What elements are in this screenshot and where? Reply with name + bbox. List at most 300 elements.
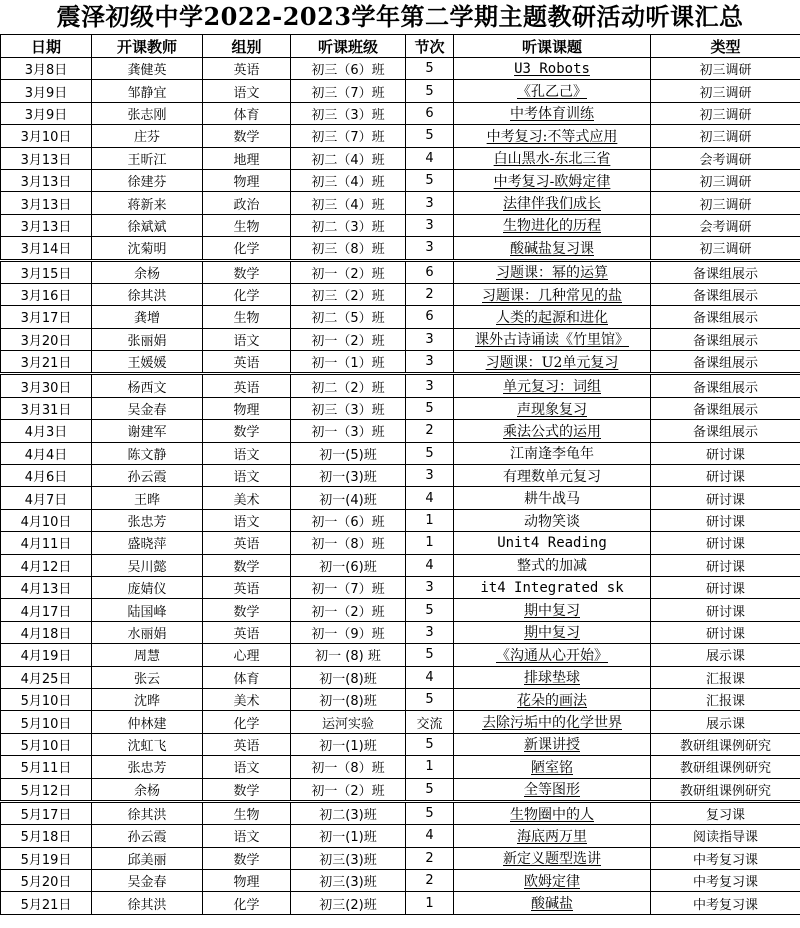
type-cell: 会考调研: [651, 147, 800, 169]
class-cell: 初三(3)班: [291, 847, 406, 869]
group-cell: 数学: [203, 420, 291, 442]
topic-cell: [454, 192, 651, 214]
table-row: [1, 169, 800, 191]
topic-link: 期中复习: [524, 625, 580, 642]
period-cell: 5: [406, 688, 454, 710]
topic-link: 酸碱盐复习课: [510, 240, 594, 257]
group-cell: 化学: [203, 711, 291, 733]
topic-link: U3 Robots: [514, 60, 590, 77]
table-row: [1, 621, 800, 643]
teacher-cell: 吴川懿: [92, 554, 203, 576]
type-cell: 汇报课: [651, 666, 800, 688]
table-row: [1, 102, 800, 124]
type-cell: 研讨课: [651, 442, 800, 464]
topic-link: 声现象复习: [517, 401, 587, 418]
group-cell: 数学: [203, 778, 291, 801]
date-cell: 4月18日: [1, 621, 92, 643]
date-cell: 3月20日: [1, 328, 92, 350]
topic-cell: [454, 509, 651, 531]
class-cell: 初一(8)班: [291, 666, 406, 688]
type-cell: 展示课: [651, 711, 800, 733]
teacher-cell: 邱美丽: [92, 847, 203, 869]
type-cell: 研讨课: [651, 465, 800, 487]
type-cell: 初三调研: [651, 102, 800, 124]
lesson-summary-table: [0, 34, 800, 915]
topic-link: 全等图形: [524, 782, 580, 799]
group-cell: 英语: [203, 532, 291, 554]
type-cell: 汇报课: [651, 688, 800, 710]
table-row: [1, 125, 800, 147]
class-cell: 初一(3)班: [291, 465, 406, 487]
type-cell: 备课组展示: [651, 283, 800, 305]
teacher-cell: 周慧: [92, 644, 203, 666]
group-cell: 生物: [203, 801, 291, 824]
teacher-cell: 徐斌斌: [92, 214, 203, 236]
table-row: [1, 711, 800, 733]
teacher-cell: 谢建军: [92, 420, 203, 442]
type-cell: 教研组课例研究: [651, 778, 800, 801]
teacher-cell: 沈菊明: [92, 237, 203, 260]
table-row: [1, 756, 800, 778]
table-row: [1, 847, 800, 869]
date-cell: 3月9日: [1, 80, 92, 102]
topic-cell: [454, 870, 651, 892]
date-cell: 5月12日: [1, 778, 92, 801]
type-cell: 备课组展示: [651, 328, 800, 350]
date-cell: 5月10日: [1, 711, 92, 733]
date-cell: 3月9日: [1, 102, 92, 124]
teacher-cell: 龚增: [92, 306, 203, 328]
table-row: [1, 306, 800, 328]
class-cell: 初一（7）班: [291, 576, 406, 598]
table-row: [1, 351, 800, 374]
date-cell: 4月19日: [1, 644, 92, 666]
group-cell: 数学: [203, 599, 291, 621]
topic-link: 海底两万里: [517, 828, 587, 845]
date-cell: 4月7日: [1, 487, 92, 509]
teacher-cell: 蒋新来: [92, 192, 203, 214]
table-row: [1, 58, 800, 80]
topic-cell: [454, 733, 651, 755]
date-cell: 3月14日: [1, 237, 92, 260]
topic-link: 陋室铭: [531, 759, 573, 776]
period-cell: 6: [406, 260, 454, 283]
topic-link: 单元复习：词组: [503, 379, 601, 396]
class-cell: 初一(8)班: [291, 688, 406, 710]
class-cell: 初一（2）班: [291, 328, 406, 350]
period-cell: 4: [406, 666, 454, 688]
date-cell: 4月13日: [1, 576, 92, 598]
table-row: [1, 237, 800, 260]
topic-cell: [454, 778, 651, 801]
topic-cell: [454, 328, 651, 350]
class-cell: 初一（8）班: [291, 756, 406, 778]
topic-cell: [454, 756, 651, 778]
class-cell: 初一 (8) 班: [291, 644, 406, 666]
date-cell: 3月31日: [1, 397, 92, 419]
class-cell: 初三(2)班: [291, 892, 406, 914]
period-cell: 2: [406, 283, 454, 305]
topic-cell: [454, 554, 651, 576]
group-cell: 物理: [203, 397, 291, 419]
period-cell: 5: [406, 733, 454, 755]
class-cell: 初二（2）班: [291, 374, 406, 397]
class-cell: 初三（2）班: [291, 283, 406, 305]
group-cell: 美术: [203, 487, 291, 509]
table-row: [1, 688, 800, 710]
period-cell: 3: [406, 351, 454, 374]
topic-link: 乘法公式的运用: [503, 423, 601, 440]
topic-link: 习题课：几种常见的盐: [482, 287, 622, 304]
teacher-cell: 仲林建: [92, 711, 203, 733]
topic-cell: [454, 666, 651, 688]
period-cell: 3: [406, 576, 454, 598]
topic-cell: [454, 442, 651, 464]
period-cell: 5: [406, 80, 454, 102]
period-cell: 1: [406, 756, 454, 778]
group-cell: 体育: [203, 666, 291, 688]
topic-cell: [454, 397, 651, 419]
period-cell: 1: [406, 892, 454, 914]
date-cell: 3月15日: [1, 260, 92, 283]
type-cell: 备课组展示: [651, 397, 800, 419]
topic-cell: [454, 576, 651, 598]
period-cell: 3: [406, 621, 454, 643]
type-cell: 备课组展示: [651, 351, 800, 374]
topic-link: 习题课：幂的运算: [496, 265, 608, 282]
topic-link: 生物圈中的人: [510, 806, 594, 823]
type-cell: 中考复习课: [651, 870, 800, 892]
table-row: [1, 374, 800, 397]
date-cell: 4月10日: [1, 509, 92, 531]
type-cell: 研讨课: [651, 599, 800, 621]
group-cell: 语文: [203, 509, 291, 531]
topic-link: 期中复习: [524, 603, 580, 620]
group-cell: 化学: [203, 237, 291, 260]
topic-cell: [454, 599, 651, 621]
group-cell: 数学: [203, 554, 291, 576]
class-cell: 初三（7）班: [291, 80, 406, 102]
topic-link: 新课讲授: [524, 737, 580, 754]
period-cell: 5: [406, 599, 454, 621]
teacher-cell: 徐其洪: [92, 892, 203, 914]
topic-cell: [454, 80, 651, 102]
topic-cell: [454, 847, 651, 869]
type-cell: 初三调研: [651, 58, 800, 80]
teacher-cell: 徐建芬: [92, 169, 203, 191]
table-row: [1, 397, 800, 419]
period-cell: 交流: [406, 711, 454, 733]
group-cell: 英语: [203, 58, 291, 80]
date-cell: 3月13日: [1, 192, 92, 214]
topic-link: 欧姆定律: [524, 873, 580, 890]
teacher-cell: 沈晔: [92, 688, 203, 710]
type-cell: 研讨课: [651, 554, 800, 576]
teacher-cell: 徐其洪: [92, 283, 203, 305]
class-cell: 初二（4）班: [291, 147, 406, 169]
topic-cell: [454, 465, 651, 487]
type-cell: 阅读指导课: [651, 825, 800, 847]
group-cell: 英语: [203, 621, 291, 643]
topic-cell: [454, 351, 651, 374]
class-cell: 初二（5）班: [291, 306, 406, 328]
table-row: [1, 666, 800, 688]
group-cell: 语文: [203, 442, 291, 464]
table-row: [1, 532, 800, 554]
topic-cell: [454, 306, 651, 328]
topic-link: Unit4 Reading: [497, 534, 607, 551]
topic-cell: [454, 169, 651, 191]
topic-cell: [454, 801, 651, 824]
header-teacher: 开课教师: [92, 35, 203, 58]
date-cell: 5月11日: [1, 756, 92, 778]
teacher-cell: 王媛媛: [92, 351, 203, 374]
class-cell: 初一（2）班: [291, 778, 406, 801]
table-row: [1, 554, 800, 576]
type-cell: 初三调研: [651, 80, 800, 102]
type-cell: 备课组展示: [651, 420, 800, 442]
table-row: [1, 801, 800, 824]
type-cell: 研讨课: [651, 532, 800, 554]
group-cell: 英语: [203, 374, 291, 397]
table-row: [1, 465, 800, 487]
class-cell: 初一(1)班: [291, 733, 406, 755]
group-cell: 语文: [203, 825, 291, 847]
teacher-cell: 张忠芳: [92, 756, 203, 778]
type-cell: 复习课: [651, 801, 800, 824]
table-row: [1, 509, 800, 531]
period-cell: 5: [406, 442, 454, 464]
teacher-cell: 庞婧仪: [92, 576, 203, 598]
date-cell: 5月18日: [1, 825, 92, 847]
period-cell: 5: [406, 644, 454, 666]
class-cell: 初一（8）班: [291, 532, 406, 554]
period-cell: 5: [406, 125, 454, 147]
class-cell: 初一（3）班: [291, 420, 406, 442]
teacher-cell: 陆国峰: [92, 599, 203, 621]
header-group: 组别: [203, 35, 291, 58]
topic-link: 花朵的画法: [517, 692, 587, 709]
date-cell: 5月21日: [1, 892, 92, 914]
period-cell: 5: [406, 169, 454, 191]
topic-cell: [454, 711, 651, 733]
class-cell: 初一（1）班: [291, 351, 406, 374]
table-row: [1, 870, 800, 892]
teacher-cell: 吴金春: [92, 397, 203, 419]
group-cell: 心理: [203, 644, 291, 666]
table-row: [1, 778, 800, 801]
type-cell: 教研组课例研究: [651, 733, 800, 755]
teacher-cell: 盛晓萍: [92, 532, 203, 554]
topic-link: 新定义题型选讲: [503, 851, 601, 868]
table-row: [1, 328, 800, 350]
topic-cell: [454, 688, 651, 710]
table-row: [1, 599, 800, 621]
period-cell: 3: [406, 214, 454, 236]
period-cell: 5: [406, 778, 454, 801]
period-cell: 5: [406, 58, 454, 80]
class-cell: 初三(3)班: [291, 870, 406, 892]
topic-link: 耕牛战马: [524, 491, 580, 508]
group-cell: 生物: [203, 306, 291, 328]
group-cell: 语文: [203, 465, 291, 487]
teacher-cell: 余杨: [92, 778, 203, 801]
topic-cell: [454, 374, 651, 397]
date-cell: 3月21日: [1, 351, 92, 374]
group-cell: 数学: [203, 125, 291, 147]
period-cell: 1: [406, 509, 454, 531]
topic-link: 课外古诗诵读《竹里馆》: [475, 332, 629, 349]
group-cell: 英语: [203, 351, 291, 374]
group-cell: 数学: [203, 847, 291, 869]
class-cell: 初三（6）班: [291, 58, 406, 80]
topic-cell: [454, 825, 651, 847]
topic-cell: [454, 237, 651, 260]
class-cell: 初三（4）班: [291, 169, 406, 191]
topic-cell: [454, 147, 651, 169]
class-cell: 初一（9）班: [291, 621, 406, 643]
date-cell: 5月19日: [1, 847, 92, 869]
period-cell: 1: [406, 532, 454, 554]
topic-link: 动物笑谈: [524, 513, 580, 530]
table-row: [1, 420, 800, 442]
topic-cell: [454, 420, 651, 442]
date-cell: 3月13日: [1, 169, 92, 191]
teacher-cell: 杨西文: [92, 374, 203, 397]
table-row: [1, 283, 800, 305]
period-cell: 5: [406, 397, 454, 419]
table-row: [1, 192, 800, 214]
teacher-cell: 张忠芳: [92, 509, 203, 531]
class-cell: 初三（3）班: [291, 397, 406, 419]
teacher-cell: 孙云霞: [92, 465, 203, 487]
topic-link: 法律伴我们成长: [503, 196, 601, 213]
table-row: [1, 260, 800, 283]
group-cell: 生物: [203, 214, 291, 236]
type-cell: 展示课: [651, 644, 800, 666]
type-cell: 研讨课: [651, 487, 800, 509]
header-row: [1, 35, 800, 58]
group-cell: 物理: [203, 870, 291, 892]
table-row: [1, 147, 800, 169]
topic-link: 习题课：U2单元复习: [485, 354, 619, 371]
period-cell: 3: [406, 465, 454, 487]
type-cell: 初三调研: [651, 125, 800, 147]
date-cell: 4月17日: [1, 599, 92, 621]
teacher-cell: 陈文静: [92, 442, 203, 464]
teacher-cell: 邹静宜: [92, 80, 203, 102]
teacher-cell: 张志刚: [92, 102, 203, 124]
date-cell: 4月6日: [1, 465, 92, 487]
topic-link: it4 Integrated sk: [480, 579, 624, 596]
period-cell: 4: [406, 487, 454, 509]
class-cell: 运河实验: [291, 711, 406, 733]
type-cell: 教研组课例研究: [651, 756, 800, 778]
group-cell: 政治: [203, 192, 291, 214]
class-cell: 初一（2）班: [291, 599, 406, 621]
class-cell: 初三（8）班: [291, 237, 406, 260]
date-cell: 3月13日: [1, 147, 92, 169]
date-cell: 4月25日: [1, 666, 92, 688]
table-row: [1, 442, 800, 464]
topic-link: 江南逢李龟年: [510, 446, 594, 463]
period-cell: 6: [406, 306, 454, 328]
type-cell: 备课组展示: [651, 306, 800, 328]
date-cell: 5月10日: [1, 733, 92, 755]
period-cell: 3: [406, 237, 454, 260]
topic-cell: [454, 58, 651, 80]
topic-link: 《沟通从心开始》: [496, 647, 608, 664]
period-cell: 3: [406, 374, 454, 397]
type-cell: 研讨课: [651, 576, 800, 598]
table-row: [1, 644, 800, 666]
group-cell: 化学: [203, 892, 291, 914]
header-class: 听课班级: [291, 35, 406, 58]
type-cell: 研讨课: [651, 621, 800, 643]
date-cell: 3月10日: [1, 125, 92, 147]
class-cell: 初一（2）班: [291, 260, 406, 283]
topic-cell: [454, 532, 651, 554]
header-date: 日期: [1, 35, 92, 58]
teacher-cell: 张丽娟: [92, 328, 203, 350]
period-cell: 4: [406, 554, 454, 576]
type-cell: 初三调研: [651, 192, 800, 214]
topic-cell: [454, 102, 651, 124]
header-type: 类型: [651, 35, 800, 58]
teacher-cell: 王晔: [92, 487, 203, 509]
group-cell: 物理: [203, 169, 291, 191]
date-cell: 4月4日: [1, 442, 92, 464]
topic-link: 有理数单元复习: [503, 468, 601, 485]
period-cell: 6: [406, 102, 454, 124]
group-cell: 数学: [203, 260, 291, 283]
teacher-cell: 吴金春: [92, 870, 203, 892]
table-row: [1, 825, 800, 847]
date-cell: 5月20日: [1, 870, 92, 892]
type-cell: 研讨课: [651, 509, 800, 531]
topic-cell: [454, 644, 651, 666]
period-cell: 2: [406, 870, 454, 892]
period-cell: 5: [406, 801, 454, 824]
class-cell: 初二（3）班: [291, 214, 406, 236]
class-cell: 初一(4)班: [291, 487, 406, 509]
table-body: [1, 58, 800, 915]
type-cell: 会考调研: [651, 214, 800, 236]
topic-link: 整式的加减: [517, 558, 587, 575]
topic-link: 中考复习:不等式应用: [486, 128, 618, 145]
teacher-cell: 沈虹飞: [92, 733, 203, 755]
type-cell: 备课组展示: [651, 374, 800, 397]
type-cell: 中考复习课: [651, 892, 800, 914]
table-row: [1, 80, 800, 102]
class-cell: 初三（4）班: [291, 192, 406, 214]
class-cell: 初三（7）班: [291, 125, 406, 147]
group-cell: 语文: [203, 756, 291, 778]
header-topic: 听课课题: [454, 35, 651, 58]
date-cell: 3月30日: [1, 374, 92, 397]
teacher-cell: 庄芬: [92, 125, 203, 147]
table-row: [1, 892, 800, 914]
teacher-cell: 水丽娟: [92, 621, 203, 643]
date-cell: 4月12日: [1, 554, 92, 576]
page-title: 震泽初级中学2022-2023学年第二学期主题教研活动听课汇总: [56, 2, 744, 31]
topic-cell: [454, 283, 651, 305]
table-row: [1, 487, 800, 509]
topic-cell: [454, 125, 651, 147]
class-cell: 初三（3）班: [291, 102, 406, 124]
period-cell: 2: [406, 420, 454, 442]
teacher-cell: 徐其洪: [92, 801, 203, 824]
